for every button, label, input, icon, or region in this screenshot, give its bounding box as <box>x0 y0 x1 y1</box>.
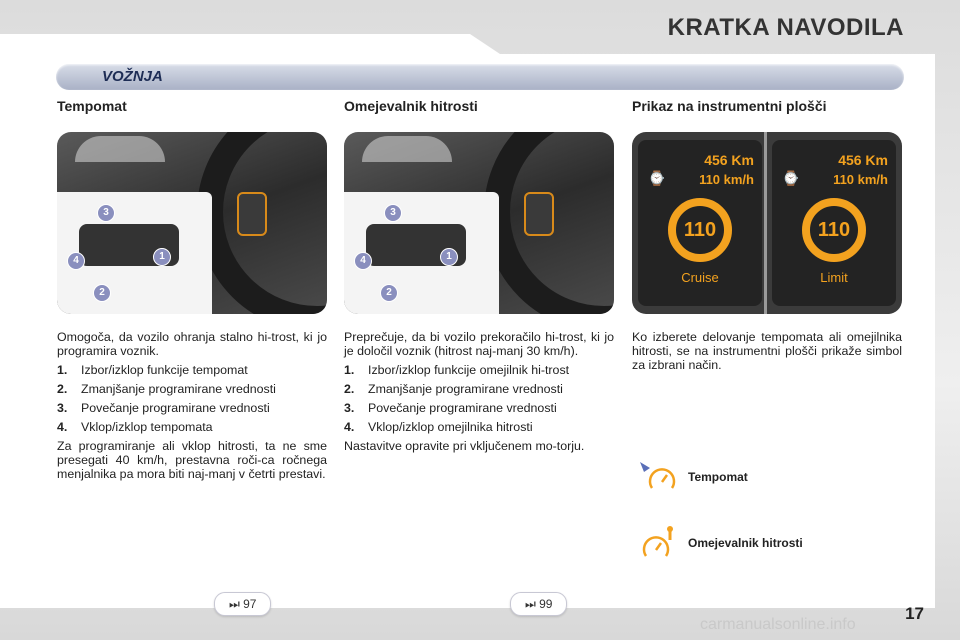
display-panel-cruise <box>638 140 762 306</box>
display-text <box>632 330 902 372</box>
column-instrument-display <box>632 98 902 377</box>
list-item: 3. Povečanje programirane vrednosti <box>344 401 557 415</box>
page-number: 17 <box>905 604 924 623</box>
outro-text: Za programiranje ali vklop hitrosti, ta ne sme presegati 40 km/h, prestavna roči-ca ročnega menjalnika pa mora biti naj-manj v četrti prestavi. <box>57 439 327 481</box>
badge-2: 2 <box>93 284 111 302</box>
outro-text: Nastavitve opravite pri vključenem mo-torju. <box>344 439 585 453</box>
column-speed-limiter <box>344 98 614 458</box>
badge-1: 1 <box>153 248 171 266</box>
speed-limiter-photo <box>344 132 614 314</box>
gauge-shape <box>75 136 165 162</box>
distance-readout: 456 Km <box>838 152 888 168</box>
display-panel-limit <box>772 140 896 306</box>
watermark: carmanualsonline.info <box>700 616 856 633</box>
column-title: Tempomat <box>57 98 127 114</box>
list-item: 2. Zmanjšanje programirane vrednosti <box>57 382 276 396</box>
stalk-highlight <box>524 192 554 236</box>
badge-1: 1 <box>440 248 458 266</box>
legend-label: Tempomat <box>688 470 748 484</box>
list-item: 4. Vklop/izklop omejilnika hitrosti <box>344 420 533 434</box>
distance-readout: 456 Km <box>704 152 754 168</box>
badge-4: 4 <box>67 252 85 270</box>
column-title: Prikaz na instrumentni plošči <box>632 98 827 114</box>
column-title: Omejevalnik hitrosti <box>344 98 478 114</box>
badge-3: 3 <box>97 204 115 222</box>
limiter-text <box>344 330 614 453</box>
badge-2: 2 <box>380 284 398 302</box>
column-cruise-control <box>57 98 327 486</box>
set-speed-ring: 110 <box>802 198 866 262</box>
intro-text: Omogoča, da vozilo ohranja stalno hi-trost, ki jo programira voznik. <box>57 330 327 358</box>
legend-label: Omejevalnik hitrosti <box>688 536 803 550</box>
cruise-text <box>57 330 327 481</box>
legend-limiter <box>640 526 803 560</box>
instrument-display <box>632 132 902 314</box>
stalk-inset <box>344 192 499 314</box>
badge-3: 3 <box>384 204 402 222</box>
stalk-highlight <box>237 192 267 236</box>
list-item: 1. Izbor/izklop funkcije omejilnik hi-trost <box>344 363 570 377</box>
set-speed-ring: 110 <box>668 198 732 262</box>
section-title: VOŽNJA <box>102 68 163 85</box>
list-item: 2. Zmanjšanje programirane vrednosti <box>344 382 563 396</box>
page-reference-link[interactable]: ⏭ 97 <box>214 592 271 616</box>
speed-readout: 110 km/h <box>833 172 888 187</box>
page-reference-link[interactable]: ⏭ 99 <box>510 592 567 616</box>
list-item: 3. Povečanje programirane vrednosti <box>57 401 270 415</box>
mode-label: Cruise <box>681 270 719 285</box>
legend-cruise <box>640 460 748 494</box>
intro-text: Ko izberete delovanje tempomata ali omejilnika hitrosti, se na instrumentni plošči prikaže simbol za izbrani način. <box>632 330 902 372</box>
list-item: 4. Vklop/izklop tempomata <box>57 420 213 434</box>
badge-4: 4 <box>354 252 372 270</box>
limiter-speedometer-icon <box>640 526 680 560</box>
intro-text: Preprečuje, da bi vozilo prekoračilo hi-trost, ki jo je določil voznik (hitrost naj-manj 30 km/h). <box>344 330 614 358</box>
cruise-symbol-icon: ⌚ <box>648 170 666 186</box>
page-title: KRATKA NAVODILA <box>667 14 904 41</box>
stalk-inset <box>57 192 212 314</box>
gauge-shape <box>362 136 452 162</box>
cruise-control-photo <box>57 132 327 314</box>
cruise-speedometer-icon <box>640 460 680 494</box>
limiter-symbol-icon: ⌚ <box>782 170 800 186</box>
speed-readout: 110 km/h <box>699 172 754 187</box>
mode-label: Limit <box>820 270 848 285</box>
list-item: 1. Izbor/izklop funkcije tempomat <box>57 363 248 377</box>
display-divider <box>764 132 767 314</box>
section-bar <box>56 64 904 90</box>
